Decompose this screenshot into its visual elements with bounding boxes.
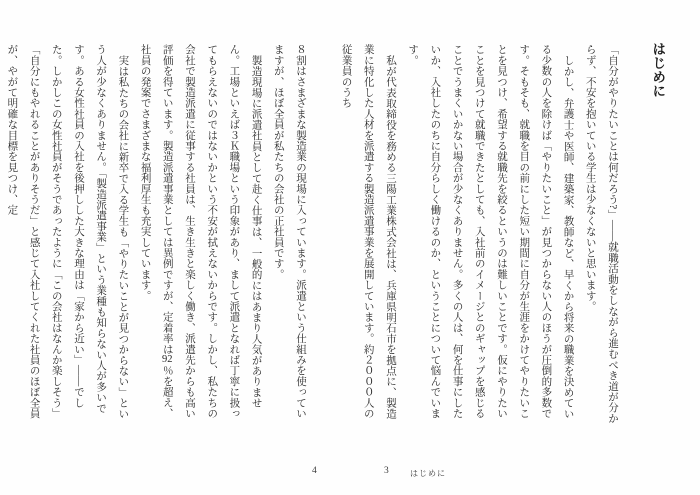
paragraph: 実は私たちの会社に新卒で入る学生も「やりたいことが見つからない」という人が少なくありません。「製造派遣事業」という業種も知らない人が多いです。ある女性社員の入社を後押しした大きな理由は「家から近い」――でした。しかしこの女性社員がそうであったように「この会社はなんか楽しそう」「自分にもやれることがありそうだ」と感じて入社してくれた社員のほぼ全員が、やがて明確な目標を見つけ、定: [6, 44, 129, 419]
left-page-body: [6, 44, 311, 425]
paragraph: 私が代表取締役を務める三陽工業株式会社は、兵庫県明石市を拠点に、製造業に特化した人材を派遣する製造派遣事業を展開しています。約２０００人の従業員のうち: [340, 44, 396, 419]
chapter-heading: はじめに: [650, 42, 666, 98]
right-page-body: [340, 44, 623, 425]
paragraph: 「自分がやりたいことは何だろう?」――就職活動をしながら進むべき道が分からず、不安を抱いている学生は少なくないと思います。: [584, 44, 618, 424]
left-page-number: 4: [312, 466, 317, 476]
paragraph: ８割はさまざまな製造業の現場に入っています。派遣という仕組みを使っていますが、ほぼ全員が私たちの会社の正社員です。: [272, 44, 306, 419]
footer-chapter-label: はじめに: [410, 469, 446, 478]
paragraph: 製造現場に派遣社員として赴く仕事は、一般的にはあまり人気がありません。工場といえば３Ｋ職場という印象があり、まして派遣となれば丁寧に扱ってもらえないのではないかという不安が拭えないからです。しかし、私たちの会社で製造派遣に従事する社員は、生き生きと楽しく働き、派遣先からも高い評価を得ています。製造派遣事業としては異例ですが、定着率は92％を超え、社員の発案でさまざまな福利厚生も充実しています。: [139, 44, 262, 419]
paragraph: しかし、弁護士や医師、建築家、教師など、早くから将来の職業を決めている少数の人を除けば「やりたいこと」が見つからない人のほうが圧倒的多数です。そもそも、就職を目の前にした短い期間に自分が生涯をかけてやりたいことを見つけ、希望する就職先を絞るというのは難しいことです。仮にやりたいことを見つけて就職できたとしても、入社前のイメージとのギャップを感じることでうまくいかない場合が少なくありません。多くの人は、何を仕事にしたいか、入社したのちに自分らしく働けるのか、ということについて悩んでいます。: [407, 44, 574, 419]
right-page-number: 3: [384, 466, 389, 476]
